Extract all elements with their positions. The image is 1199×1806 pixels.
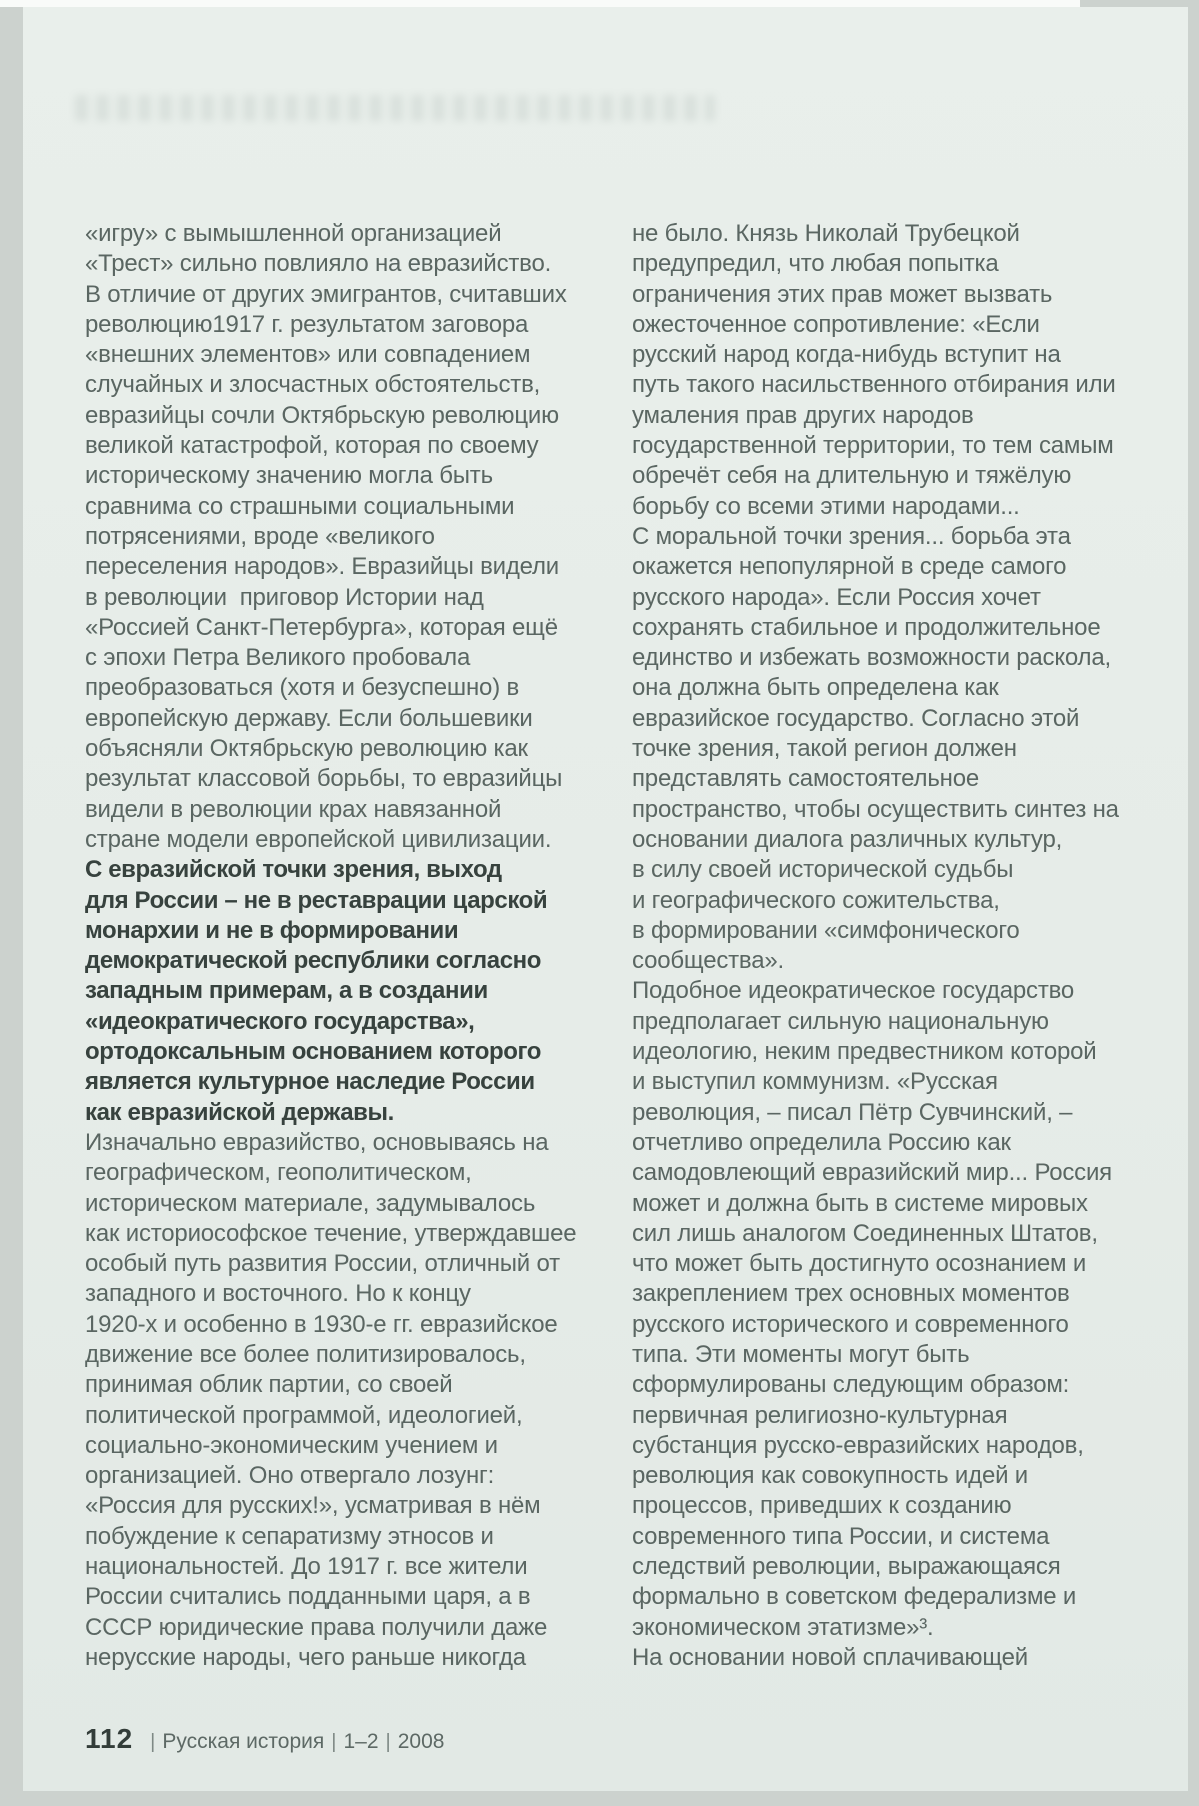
text-line: первичная религиозно-культурная xyxy=(632,1401,1008,1429)
text-line: Изначально евразийство, основываясь на xyxy=(85,1128,549,1156)
text-line: СССР юридические права получили даже xyxy=(85,1613,548,1641)
text-line: идеологию, неким предвестником которой xyxy=(632,1038,1097,1066)
text-line: демократической республики согласно xyxy=(85,947,542,975)
text-line: путь такого насильственного отбирания или xyxy=(632,371,1116,399)
text-line: революция, – писал Пётр Сувчинский, – xyxy=(632,1098,1073,1126)
text-line: в формировании «симфонического xyxy=(632,916,1020,944)
issue-number: 1–2 xyxy=(343,1730,379,1753)
text-line: На основании новой сплачивающей xyxy=(632,1643,1028,1671)
text-line: переселения народов». Евразийцы видели xyxy=(85,553,560,581)
text-line: «Трест» сильно повлияло на евразийство. xyxy=(85,250,552,278)
text-line: западным примерам, а в создании xyxy=(85,977,488,1005)
text-line: что может быть достигнуто осознанием и xyxy=(632,1250,1087,1278)
text-line: видели в революции крах навязанной xyxy=(85,795,502,823)
text-line: «Россией Санкт-Петербурга», которая ещё xyxy=(85,613,558,641)
text-line: закреплением трех основных моментов xyxy=(632,1280,1070,1308)
text-line: «Россия для русских!», усматривая в нём xyxy=(85,1492,541,1520)
text-line: обречёт себя на длительную и тяжёлую xyxy=(632,462,1072,490)
issue-year: 2008 xyxy=(397,1730,445,1753)
text-line: особый путь развития России, отличный от xyxy=(85,1250,560,1278)
text-line: самодовлеющий евразийский мир... Россия xyxy=(632,1159,1112,1187)
text-line: движение все более политизировалось, xyxy=(85,1340,526,1368)
text-line: основании диалога различных культур, xyxy=(632,825,1063,853)
text-line: отчетливо определила Россию как xyxy=(632,1128,1011,1156)
scan-edge-highlight xyxy=(0,0,1080,7)
text-line: стране модели европейской цивилизации. xyxy=(85,825,552,853)
text-line: в силу своей исторической судьбы xyxy=(632,856,1014,884)
text-line: евразийцы сочли Октябрьскую революцию xyxy=(85,401,559,429)
text-line: великой катастрофой, которая по своему xyxy=(85,432,539,460)
text-line: объясняли Октябрьскую революцию как xyxy=(85,735,528,763)
text-line: точке зрения, такой регион должен xyxy=(632,735,1017,763)
text-line: сравнима со страшными социальными xyxy=(85,492,515,520)
page-number: 112 xyxy=(85,1723,134,1754)
footer-separator: | xyxy=(385,1731,391,1753)
text-line: процессов, приведших к созданию xyxy=(632,1492,1012,1520)
text-line: не было. Князь Николай Трубецкой xyxy=(632,220,1020,247)
text-line: революция как совокупность идей и xyxy=(632,1462,1028,1490)
text-line: русского исторического и современного xyxy=(632,1310,1069,1338)
text-line: историческом материале, задумывалось xyxy=(85,1189,536,1217)
text-line: ортодоксальным основанием которого xyxy=(85,1038,542,1066)
text-line: русского народа». Если Россия хочет xyxy=(632,583,1041,611)
text-line: результат классовой борьбы, то евразийцы xyxy=(85,765,563,793)
text-line: революцию1917 г. результатом заговора xyxy=(85,310,529,338)
text-line: для России – не в реставрации царской xyxy=(85,886,548,914)
page-footer xyxy=(85,1723,444,1755)
text-line: сообщества». xyxy=(632,947,784,975)
journal-title: Русская история xyxy=(162,1730,325,1753)
text-line: типа. Эти моменты могут быть xyxy=(632,1340,970,1368)
text-line: борьбу со всеми этими народами... xyxy=(632,492,1020,520)
text-line: следствий революции, выражающаяся xyxy=(632,1553,1061,1581)
text-line: может и должна быть в системе мировых xyxy=(632,1189,1088,1217)
footer-separator: | xyxy=(150,1731,156,1753)
text-line: экономическом этатизме»³. xyxy=(632,1613,934,1641)
text-line: побуждение к сепаратизму этносов и xyxy=(85,1522,494,1550)
text-line: пространство, чтобы осуществить синтез на xyxy=(632,795,1119,823)
text-line: с эпохи Петра Великого пробовала xyxy=(85,644,471,672)
text-line: национальностей. До 1917 г. все жители xyxy=(85,1553,528,1581)
text-line: политической программой, идеологией, xyxy=(85,1401,523,1429)
text-line: нерусские народы, чего раньше никогда xyxy=(85,1643,526,1671)
text-line: «игру» с вымышленной организацией xyxy=(85,220,502,247)
text-line: монархии и не в формировании xyxy=(85,916,459,944)
show-through-text xyxy=(75,95,715,121)
text-line: единство и избежать возможности раскола, xyxy=(632,644,1111,672)
text-line: С евразийской точки зрения, выход xyxy=(85,856,502,884)
text-line: европейскую державу. Если большевики xyxy=(85,704,533,732)
text-line: «идеократического государства», xyxy=(85,1007,475,1035)
text-line: современного типа России, и система xyxy=(632,1522,1050,1550)
text-line: социально-экономическим учением и xyxy=(85,1431,498,1459)
text-line: субстанция русско-евразийских народов, xyxy=(632,1431,1084,1459)
text-line: преобразоваться (хотя и безуспешно) в xyxy=(85,674,519,702)
text-line: является культурное наследие России xyxy=(85,1068,535,1096)
text-line: России считались подданными царя, а в xyxy=(85,1583,531,1611)
text-line: западного и восточного. Но к концу xyxy=(85,1280,471,1308)
scanned-page xyxy=(23,7,1188,1791)
text-line: она должна быть определена как xyxy=(632,674,999,702)
text-line: как евразийской державы. xyxy=(85,1098,394,1126)
text-line: географическом, геополитическом, xyxy=(85,1159,472,1187)
text-line: потрясениями, вроде «великого xyxy=(85,522,435,550)
text-line: случайных и злосчастных обстоятельств, xyxy=(85,371,541,399)
text-line: окажется непопулярной в среде самого xyxy=(632,553,1067,581)
text-line: С моральной точки зрения... борьба эта xyxy=(632,522,1071,550)
text-line: «внешних элементов» или совпадением xyxy=(85,341,531,369)
text-line: 1920-х и особенно в 1930-е гг. евразийское xyxy=(85,1310,558,1338)
text-line: евразийское государство. Согласно этой xyxy=(632,704,1080,732)
text-line: представлять самостоятельное xyxy=(632,765,979,793)
text-line: и географического сожительства, xyxy=(632,886,1000,914)
text-line: формально в советском федерализме и xyxy=(632,1583,1077,1611)
text-line: принимая облик партии, со своей xyxy=(85,1371,453,1399)
text-line: и выступил коммунизм. «Русская xyxy=(632,1068,998,1096)
text-line: предупредил, что любая попытка xyxy=(632,250,999,278)
left-text-column xyxy=(85,219,620,1673)
right-text-column xyxy=(632,219,1177,1673)
text-line: В отличие от других эмигрантов, считавших xyxy=(85,280,567,308)
text-line: предполагает сильную национальную xyxy=(632,1007,1049,1035)
text-line: умаления прав других народов xyxy=(632,401,974,429)
text-line: сил лишь аналогом Соединенных Штатов, xyxy=(632,1219,1098,1247)
text-line: Подобное идеократическое государство xyxy=(632,977,1075,1005)
text-line: как историософское течение, утверждавшее xyxy=(85,1219,577,1247)
text-line: русский народ когда-нибудь вступит на xyxy=(632,341,1061,369)
text-line: организацией. Оно отвергало лозунг: xyxy=(85,1462,495,1490)
text-line: ожесточенное сопротивление: «Если xyxy=(632,310,1040,338)
footer-separator: | xyxy=(331,1731,337,1753)
text-line: государственной территории, то тем самым xyxy=(632,432,1114,460)
text-line: ограничения этих прав может вызвать xyxy=(632,280,1053,308)
text-line: сохранять стабильное и продолжительное xyxy=(632,613,1101,641)
text-line: сформулированы следующим образом: xyxy=(632,1371,1070,1399)
text-line: историческому значению могла быть xyxy=(85,462,493,490)
text-line: в революции приговор Истории над xyxy=(85,583,484,611)
